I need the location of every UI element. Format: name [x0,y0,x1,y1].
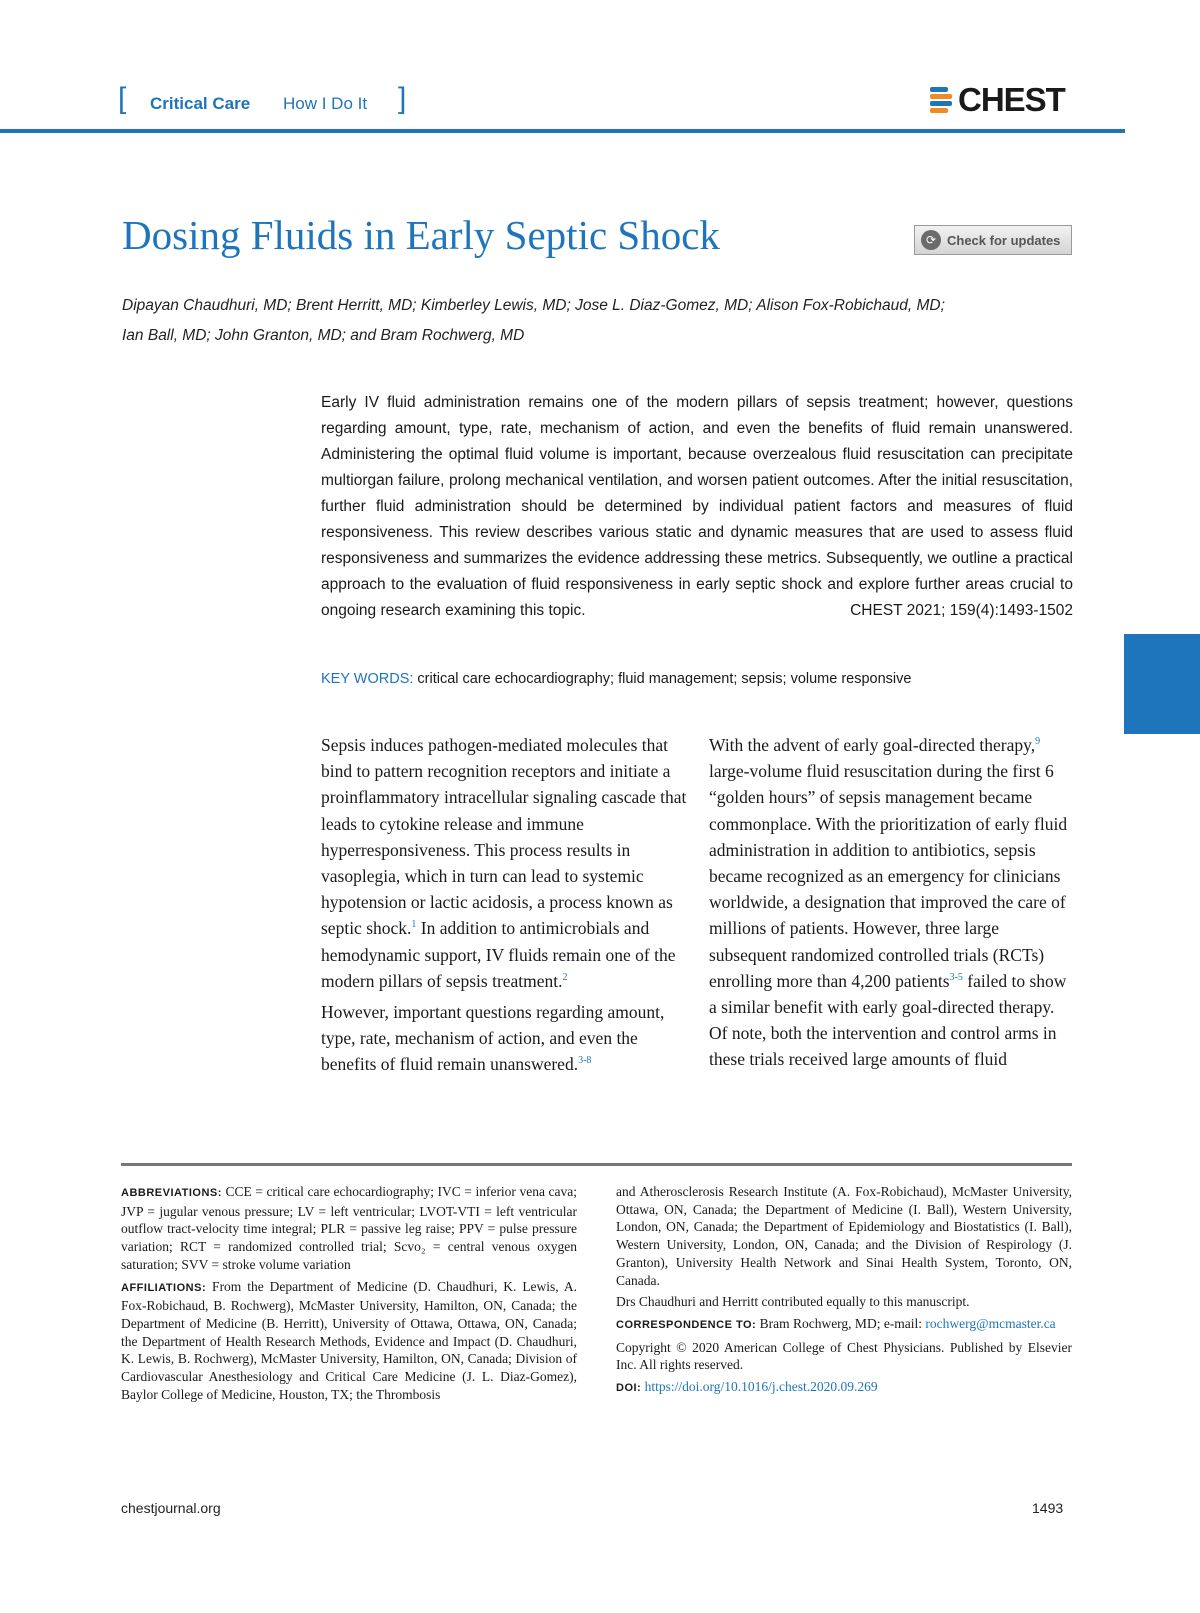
doi-note: DOI: https://doi.org/10.1016/j.chest.2020.09.269 [616,1379,878,1395]
equal-contribution-note: Drs Chaudhuri and Herritt contributed equally to this manuscript. [616,1294,970,1310]
footnotes-right [616,1183,1072,1402]
author-list [122,291,1082,351]
body-paragraph: With the advent of early goal-directed therapy,$^9$ large-volume fluid resuscitation during the first 6 “golden hours” of sepsis management became commonplace. With the prioritization of early fluid administration in addition to antibiotics, sepsis became recognized as an emergency for clinicians worldwide, a designation that improved the care of millions of patients. However, three large subsequent randomized controlled trials (RCTs) enrolling more than 4,200 patients$^{3-5}$ failed to show a similar benefit with early goal-directed therapy. Of note, both the intervention and control arms in these trials received large amounts of fluid [709,735,1068,1070]
affiliations-note: AFFILIATIONS: From the Department of Medicine (D. Chaudhuri, K. Lewis, A. Fox-Robichaud, B. Rochwerg), McMaster University, Hamilton, ON, Canada; the Department of Medicine (B. Herritt), University of Ottawa, Ottawa, ON, Canada; the Department of Health Research Methods, Evidence and Impact (D. Chaudhuri, K. Lewis, B. Rochwerg), McMaster University, Hamilton, ON, Canada; Division of Cardiovascular Anesthesiology and Critical Care Medicine (J. L. Diaz-Gomez), Baylor College of Medicine, Houston, TX; the Thrombosis [121,1278,577,1402]
header-bracket-close: ] [398,82,407,115]
footnotes-left [121,1183,577,1407]
copyright-note: Copyright © 2020 American College of Chest Physicians. Published by Elsevier Inc. All rights reserved. [616,1339,1072,1373]
page-number: 1493 [1032,1500,1064,1516]
authors-line-2: Ian Ball, MD; John Granton, MD; and Bram Rochwerg, MD [122,327,525,344]
affiliations-continued: and Atherosclerosis Research Institute (A. Fox-Robichaud), McMaster University, Ottawa, ON, Canada; the Department of Medicine (I. Ball), Western University, London, ON, Canada; the Department of Epidemiology and Biostatistics (I. Ball), Western University, London, ON, Canada; and the Division of Respirology (J. Granton), University Health Network and Sinai Health System, Toronto, ON, Canada. [616,1184,1072,1288]
section-label: Critical Care [150,94,251,113]
doi-link[interactable]: https://doi.org/10.1016/j.chest.2020.09.269 [644,1379,878,1395]
chest-logo [930,81,1065,119]
reference-link[interactable]: 3-5 [949,972,963,983]
keywords-text: critical care echocardiography; fluid management; sepsis; volume responsive [417,671,912,687]
body-column-right [709,732,1075,1078]
keywords-label: KEY WORDS: [321,671,414,687]
journal-website: chestjournal.org [121,1500,221,1516]
abbreviations-note: ABBREVIATIONS: CCE = critical care echocardiography; IVC = inferior vena cava; JVP = jugular venous pressure; LV = left ventricular; LVOT-VTI = left ventricular outflow tract-velocity time integral; PLR = passive leg raise; PPV = pulse pressure variation; RCT = randomized controlled trial; Scvo₂ = central venous oxygen saturation; SVV = stroke volume variation [121,1184,577,1272]
header-rule [0,129,1125,133]
email-link[interactable]: rochwerg@mcmaster.ca [925,1315,1056,1331]
subsection-label: How I Do It [283,94,368,113]
authors-line-1: Dipayan Chaudhuri, MD; Brent Herritt, MD; Kimberley Lewis, MD; Jose L. Diaz-Gomez, MD; Alison Fox-Robichaud, MD; [122,297,945,314]
reference-link[interactable]: 9 [1035,736,1041,748]
check-for-updates-button[interactable] [914,225,1072,255]
chest-logo-icon [930,87,956,113]
chest-logo-text: CHEST [958,81,1065,118]
footnote-rule [121,1163,1072,1166]
refresh-icon: ⟳ [921,230,941,250]
check-for-updates-label: Check for updates [947,232,1061,248]
section-edge-tab [1124,634,1200,734]
body-paragraph: Sepsis induces pathogen-mediated molecules that bind to pattern recognition receptors and initiate a proinflammatory intracellular signaling cascade that leads to cytokine release and immune hyperresponsiveness. This process results in vasoplegia, which in turn can lead to systemic hypotension or lactic acidosis, a process known as septic shock.$^1$ In addition to antimicrobials and hemodynamic support, IV fluids remain one of the modern pillars of sepsis treatment.$^2$ [321,735,687,991]
keywords [321,671,911,687]
abstract-text: Early IV fluid administration remains one of the modern pillars of sepsis treatment; however, questions regarding amount, type, rate, mechanism of action, and even the benefits of fluid remain unanswered. Administering the optimal fluid volume is important, because overzealous fluid resuscitation can precipitate multiorgan failure, prolong mechanical ventilation, and worsen patient outcomes. After the initial resuscitation, further fluid administration should be determined by individual patient factors and measures of fluid responsiveness. This review describes various static and dynamic measures that are used to assess fluid responsiveness and summarizes the evidence addressing these metrics. Subsequently, we outline a practical approach to the evaluation of fluid responsiveness in early septic shock and explore further areas crucial to ongoing research examining this topic. [321,394,1073,619]
body-paragraph: However, important questions regarding amount, type, rate, mechanism of action, and even the benefits of fluid remain unanswered.$^{3-8}$ [321,1002,665,1075]
journal-citation: CHEST 2021; 159(4):1493-1502 [850,602,1073,619]
reference-link[interactable]: 1 [411,919,417,931]
body-column-left [321,732,687,1083]
reference-link[interactable]: 3-8 [578,1055,592,1067]
header-bracket-open: [ [118,82,127,115]
reference-link[interactable]: 2 [562,972,568,983]
abstract [321,390,1073,624]
article-title: Dosing Fluids in Early Septic Shock [122,212,720,258]
correspondence-note: CORRESPONDENCE TO: Bram Rochwerg, MD; e-mail: rochwerg@mcmaster.ca [616,1315,1056,1331]
